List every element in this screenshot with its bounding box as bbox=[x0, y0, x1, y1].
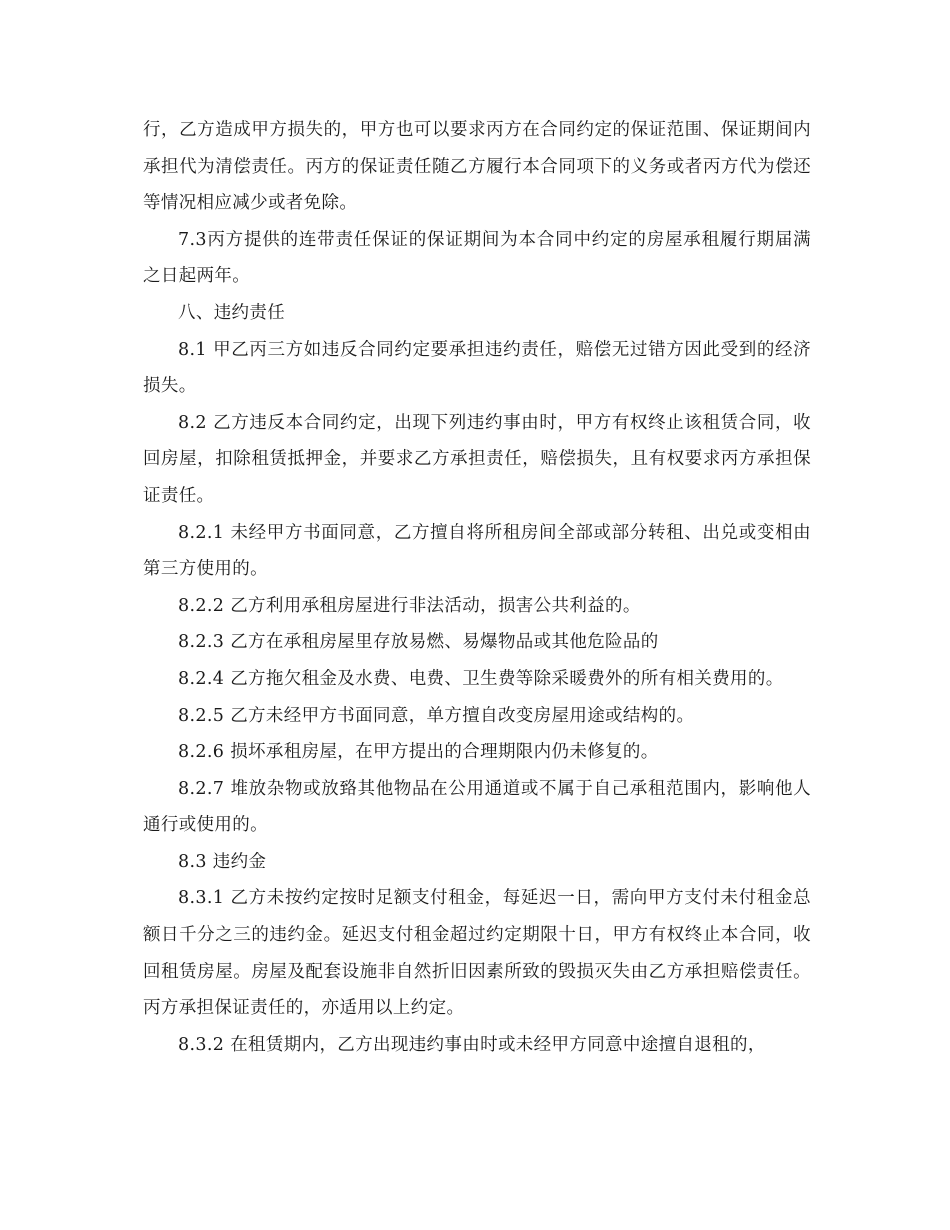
paragraph-8-1: 8.1 甲乙丙三方如违反合同约定要承担违约责任，赔偿无过错方因此受到的经济损失。 bbox=[143, 339, 811, 397]
paragraph-8-2-7: 8.2.7 堆放杂物或放臵其他物品在公用通道或不属于自己承租范围内，影响他人通行或使用的。 bbox=[143, 778, 811, 836]
section-heading-breach-liability: 八、违约责任 bbox=[178, 302, 286, 323]
paragraph-8-3-1: 8.3.1 乙方未按约定按时足额支付租金，每延迟一日，需向甲方支付未付租金总额日千分之三的违约金。延迟支付租金超过约定期限十日，甲方有权终止本合同，收回租赁房屋。房屋及配套设施非自然折旧因素所致的毁损灭失由乙方承担赔偿责任。丙方承担保证责任的，亦适用以上约定。 bbox=[143, 888, 811, 1019]
paragraph-7-3: 7.3丙方提供的连带责任保证的保证期间为本合同中约定的房屋承租履行期届满之日起两年。 bbox=[143, 229, 811, 287]
paragraph-continuation: 行，乙方造成甲方损失的，甲方也可以要求丙方在合同约定的保证范围、保证期间内承担代为清偿责任。丙方的保证责任随乙方履行本合同项下的义务或者丙方代为偿还等情况相应减少或者免除。 bbox=[143, 120, 811, 214]
paragraph-8-2-5: 8.2.5 乙方未经甲方书面同意，单方擅自改变房屋用途或结构的。 bbox=[178, 705, 695, 726]
paragraph-8-2-4: 8.2.4 乙方拖欠租金及水费、电费、卫生费等除采暖费外的所有相关费用的。 bbox=[178, 668, 784, 689]
paragraph-8-2-1: 8.2.1 未经甲方书面同意，乙方擅自将所租房间全部或部分转租、出兑或变相由第三方使用的。 bbox=[143, 522, 811, 580]
document-body bbox=[143, 112, 811, 1063]
paragraph-8-2-6: 8.2.6 损坏承租房屋，在甲方提出的合理期限内仍未修复的。 bbox=[178, 742, 659, 763]
paragraph-8-2-3: 8.2.3 乙方在承租房屋里存放易燃、易爆物品或其他危险品的 bbox=[178, 632, 659, 653]
paragraph-8-2: 8.2 乙方违反本合同约定，出现下列违约事由时，甲方有权终止该租赁合同，收回房屋，扣除租赁抵押金，并要求乙方承担责任，赔偿损失，且有权要求丙方承担保证责任。 bbox=[143, 412, 811, 506]
paragraph-8-3: 8.3 违约金 bbox=[178, 851, 267, 872]
paragraph-8-3-2: 8.3.2 在租赁期内，乙方出现违约事由时或未经甲方同意中途擅自退租的， bbox=[178, 1034, 766, 1055]
paragraph-8-2-2: 8.2.2 乙方利用承租房屋进行非法活动，损害公共利益的。 bbox=[178, 595, 641, 616]
